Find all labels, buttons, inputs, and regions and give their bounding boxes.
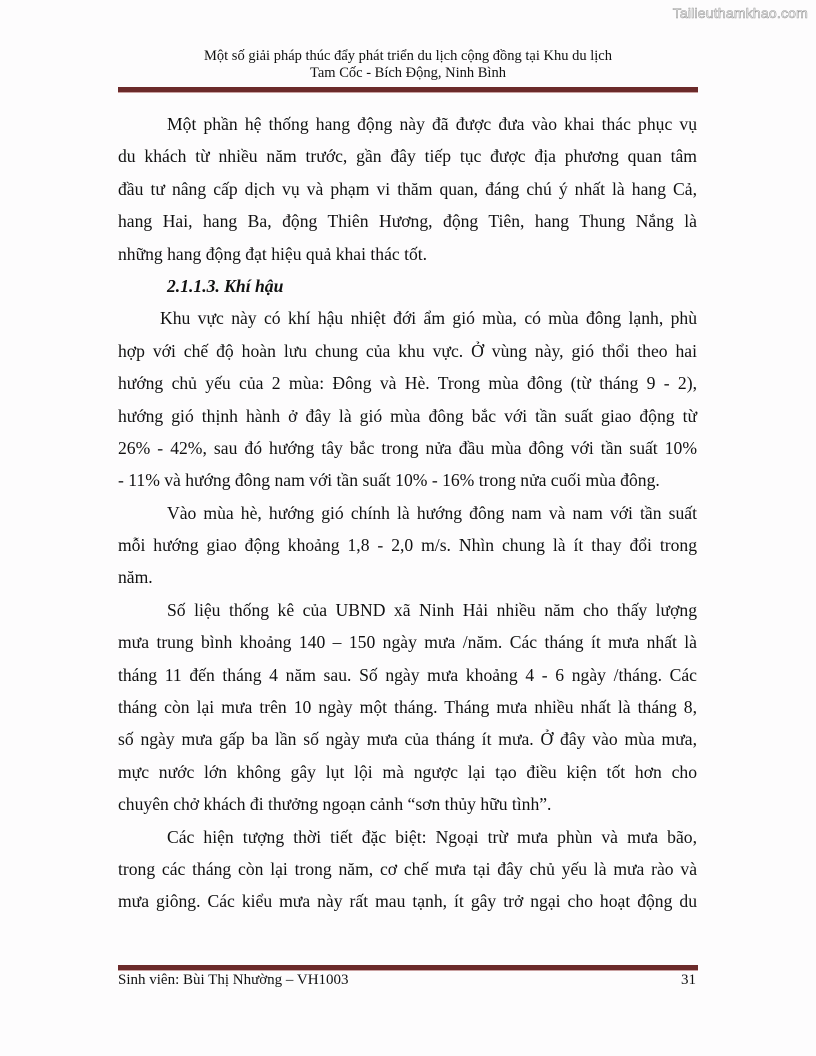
paragraph: [118, 497, 697, 594]
text-line: du khách từ nhiều năm trước, gần đây tiếp tục được địa phương quan tâm: [118, 146, 697, 167]
text-line: Số liệu thống kê của UBND xã Ninh Hải nhiều năm cho thấy lượng: [167, 599, 697, 620]
text-line: mưa trung bình khoảng 140 – 150 ngày mưa /năm. Các tháng ít mưa nhất là: [118, 632, 697, 653]
page-body: [118, 108, 697, 918]
text-line: Các hiện tượng thời tiết đặc biệt: Ngoại trừ mưa phùn và mưa bão,: [167, 826, 697, 847]
paragraph: [118, 302, 697, 496]
text-line: mưa giông. Các kiểu mưa này rất mau tạnh, ít gây trở ngại cho hoạt động du: [118, 891, 697, 912]
paragraph: [118, 594, 697, 821]
text-line: đầu tư nâng cấp dịch vụ và phạm vi thăm quan, đáng chú ý nhất là hang Cả,: [118, 178, 697, 199]
footer-rule: [118, 965, 698, 971]
text-line: số ngày mưa gấp ba lần số ngày mưa của tháng ít mưa. Ở đây vào mùa mưa,: [118, 729, 697, 750]
text-line: tháng còn lại mưa trên 10 ngày một tháng. Tháng mưa nhiều nhất là tháng 8,: [118, 697, 697, 718]
text-line: mỗi hướng giao động khoảng 1,8 - 2,0 m/s. Nhìn chung là ít thay đổi trong: [118, 535, 697, 556]
paragraph: [118, 821, 697, 918]
text-line: hang Hai, hang Ba, động Thiên Hương, động Tiên, hang Thung Nắng là: [118, 211, 697, 232]
text-line: 26% - 42%, sau đó hướng tây bắc trong nửa đầu mùa đông với tần suất 10%: [118, 437, 697, 458]
page-number: 31: [681, 972, 696, 988]
text-line: tháng 11 đến tháng 4 năm sau. Số ngày mưa khoảng 4 - 6 ngày /tháng. Các: [118, 664, 697, 685]
text-line: - 11% và hướng đông nam với tần suất 10% - 16% trong nửa cuối mùa đông.: [118, 470, 660, 491]
header-line-1: Một số giải pháp thúc đẩy phát triển du lịch cộng đồng tại Khu du lịch: [204, 48, 612, 64]
text-line: hướng chủ yếu của 2 mùa: Đông và Hè. Trong mùa đông (từ tháng 9 - 2),: [118, 373, 697, 394]
text-line: hướng gió thịnh hành ở đây là gió mùa đông bắc với tần suất giao động từ: [118, 405, 697, 426]
text-line: những hang động đạt hiệu quả khai thác tốt.: [118, 243, 428, 264]
running-header: [118, 48, 698, 82]
header-rule: [118, 87, 698, 93]
text-line: Vào mùa hè, hướng gió chính là hướng đông nam và nam với tần suất: [167, 502, 697, 523]
text-line: mực nước lớn không gây lụt lội mà ngược lại tạo điều kiện tốt hơn cho: [118, 761, 697, 782]
section-heading: 2.1.1.3. Khí hậu: [167, 275, 284, 296]
header-line-2: Tam Cốc - Bích Động, Ninh Bình: [310, 65, 506, 81]
text-line: Khu vực này có khí hậu nhiệt đới ẩm gió mùa, có mùa đông lạnh, phù: [160, 308, 697, 329]
text-line: hợp với chế độ hoàn lưu chung của khu vực. Ở vùng này, gió thổi theo hai: [118, 340, 697, 361]
text-line: năm.: [118, 567, 153, 588]
watermark: Tailieuthamkhao.com: [672, 5, 808, 21]
footer-author: Sinh viên: Bùi Thị Nhường – VH1003: [118, 972, 349, 988]
running-footer: [118, 972, 698, 989]
text-line: chuyên chở khách đi thưởng ngoạn cảnh “sơn thủy hữu tình”.: [118, 794, 552, 815]
paragraph: [118, 108, 697, 270]
text-line: trong các tháng còn lại trong năm, cơ chế mưa tại đây chủ yếu là mưa rào và: [118, 858, 697, 879]
text-line: Một phần hệ thống hang động này đã được đưa vào khai thác phục vụ: [167, 114, 697, 134]
